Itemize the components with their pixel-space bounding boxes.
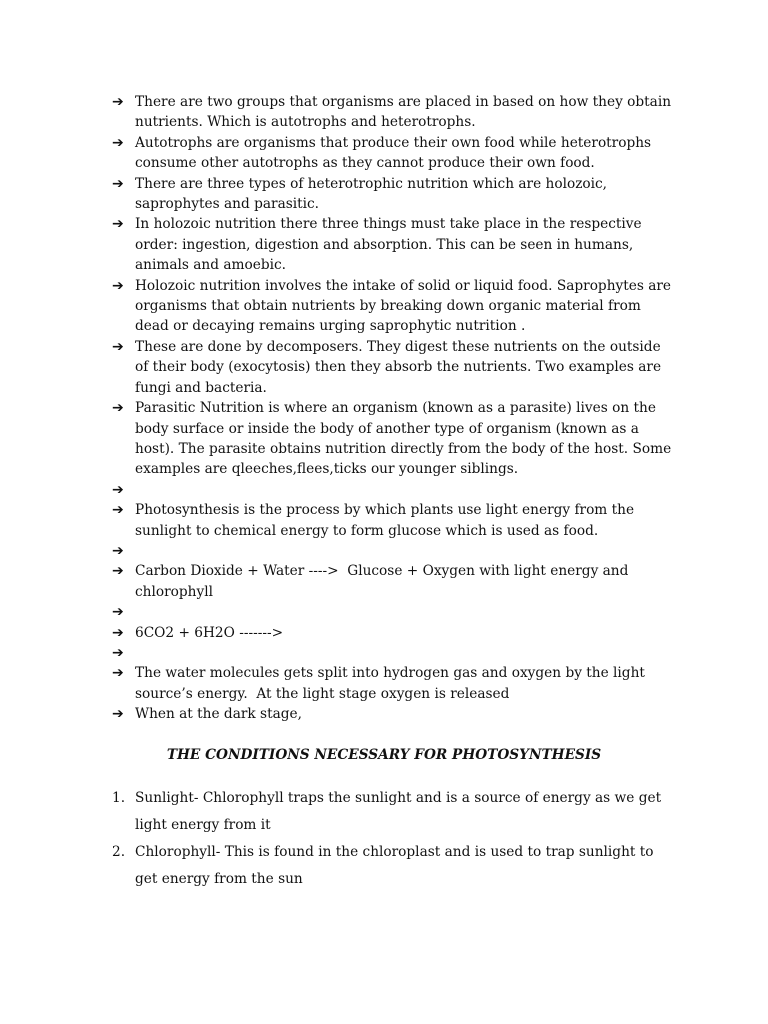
arrow-bullet-icon: ➔ [112,563,124,580]
bullet-text: 6CO2 + 6H2O -------> [135,624,284,641]
conditions-numbered-list [112,785,677,893]
arrow-bullet-icon: ➔ [112,277,124,294]
list-item [112,214,677,275]
arrow-bullet-icon: ➔ [112,502,124,519]
list-item [112,663,677,704]
arrow-bullet-icon: ➔ [112,644,124,661]
list-item [112,174,677,215]
bullet-text: When at the dark stage, [135,706,302,723]
list-item [112,561,677,602]
bullet-text: These are done by decomposers. They digest these nutrients on the outside of their body (exocytosis) then they absorb the nutrients. Two examples are fungi and bacteria. [135,338,666,396]
list-item [112,643,677,663]
arrow-bullet-icon: ➔ [112,175,124,192]
arrow-bullet-icon: ➔ [112,542,124,559]
list-item [112,480,677,500]
list-item [112,602,677,622]
list-item [112,337,677,398]
list-item [112,276,677,337]
arrow-bullet-icon: ➔ [112,624,124,641]
bullet-text: Parasitic Nutrition is where an organism (known as a parasite) lives on the body surface or inside the body of another type of organism (known as a host). The parasite obtains nutrition directly from the body of the host. Some examples are qleeches,flees,ticks our younger siblings. [135,400,676,478]
arrow-bullet-icon: ➔ [112,338,124,355]
list-item [112,92,677,133]
bullet-text: There are two groups that organisms are placed in based on how they obtain nutrients. Which is autotrophs and heterotrophs. [135,94,676,131]
list-item [112,623,677,643]
arrow-bullet-icon: ➔ [112,94,124,110]
bullet-text: Autotrophs are organisms that produce their own food while heterotrophs consume other autotrophs as they cannot produce their own food. [135,134,656,172]
bullet-text: There are three types of heterotrophic nutrition which are holozoic, saprophytes and parasitic. [135,175,612,213]
condition-text: Chlorophyll- This is found in the chloroplast and is used to trap sunlight to get energy from the sun [135,844,654,887]
arrow-bullet-icon: ➔ [112,481,124,498]
list-item [112,839,677,893]
notes-bullet-list [112,92,677,725]
bullet-text: Carbon Dioxide + Water ----> Glucose + Oxygen with light energy and chlorophyll [135,563,633,600]
list-item [112,133,677,174]
section-heading: THE CONDITIONS NECESSARY FOR PHOTOSYNTHESIS [166,747,602,763]
list-number: 2. [112,844,126,860]
list-number: 1. [112,790,126,806]
bullet-text: Holozoic nutrition involves the intake of solid or liquid food. Saprophytes are organisms that obtain nutrients by breaking down organic material from dead or decaying remains urging saprophytic nutrition . [135,277,676,335]
arrow-bullet-icon: ➔ [112,134,124,151]
arrow-bullet-icon: ➔ [112,604,124,621]
list-item [112,785,677,839]
bullet-text: Photosynthesis is the process by which plants use light energy from the sunlight to chemical energy to form glucose which is used as food. [135,502,639,539]
list-item [112,541,677,561]
arrow-bullet-icon: ➔ [112,400,124,417]
condition-text: Sunlight- Chlorophyll traps the sunlight and is a source of energy as we get light energy from it [135,790,662,833]
list-item [112,398,677,480]
arrow-bullet-icon: ➔ [112,706,124,723]
list-item [112,704,677,724]
arrow-bullet-icon: ➔ [112,665,124,682]
bullet-text: The water molecules gets split into hydrogen gas and oxygen by the light source’s energy. At the light stage oxygen is released [135,665,650,702]
arrow-bullet-icon: ➔ [112,216,124,233]
bullet-text: In holozoic nutrition there three things must take place in the respective order: ingestion, digestion and absorption. This can be seen in humans, animals and amoebic. [135,216,646,274]
list-item [112,500,677,541]
